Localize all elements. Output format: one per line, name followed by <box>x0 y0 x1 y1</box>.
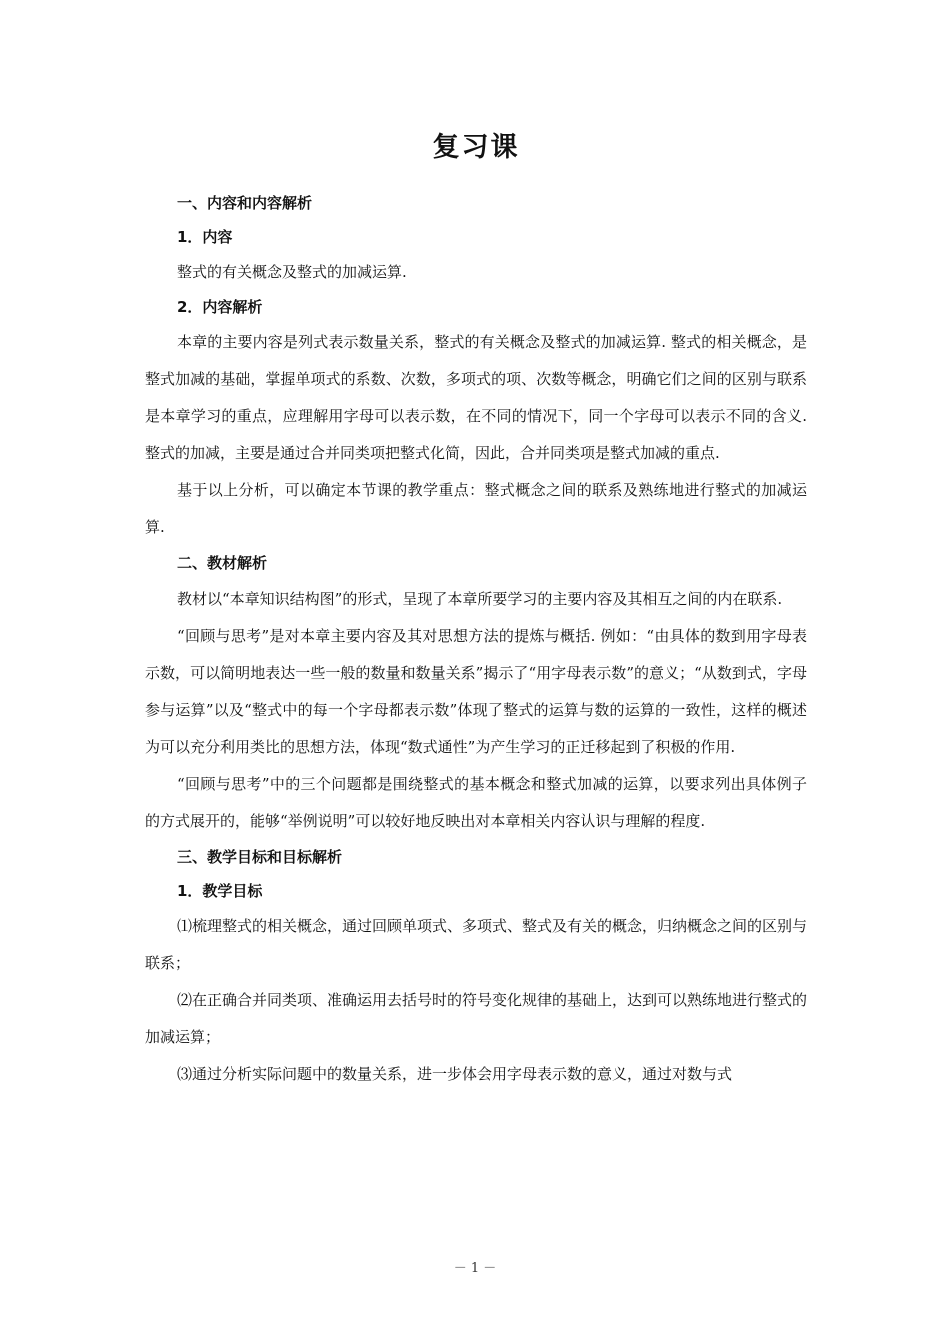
paragraph: 教材以“本章知识结构图”的形式，呈现了本章所要学习的主要内容及其相互之间的内在联系. <box>177 590 783 608</box>
paragraph: ⑵在正确合并同类项、准确运用去括号时的符号变化规律的基础上，达到可以熟练地进行整式的加减运算； <box>145 991 808 1046</box>
sections-container <box>145 186 807 1093</box>
paragraph: 本章的主要内容是列式表示数量关系，整式的有关概念及整式的加减运算. 整式的相关概念，是整式加减的基础，掌握单项式的系数、次数，多项式的项、次数等概念，明确它们之间的区别与联系是本章学习的重点，应理解用字母可以表示数，在不同的情况下，同一个字母可以表示不同的含义. 整式的加减，主要是通过合并同类项把整式化简，因此，合并同类项是整式加减的重点. <box>145 333 807 462</box>
paragraph: “回顾与思考”中的三个问题都是围绕整式的基本概念和整式加减的运算，以要求列出具体例子的方式展开的，能够“举例说明”可以较好地反映出对本章相关内容认识与理解的程度. <box>145 775 807 830</box>
section <box>145 186 807 546</box>
page-title: 复习课 <box>432 132 520 163</box>
paragraph: 整式的有关概念及整式的加减运算. <box>177 263 407 281</box>
paragraph: ⑴梳理整式的相关概念，通过回顾单项式、多项式、整式及有关的概念，归纳概念之间的区别与联系； <box>145 917 808 972</box>
subheading: 1．内容 <box>177 228 233 246</box>
paragraph: ⑶通过分析实际问题中的数量关系，进一步体会用字母表示数的意义，通过对数与式 <box>177 1065 733 1083</box>
document-body <box>145 128 807 1093</box>
section-heading: 二、教材解析 <box>177 554 268 572</box>
page-number: － 1 － <box>453 1261 497 1276</box>
subheading: 2．内容解析 <box>177 298 263 316</box>
section <box>145 840 807 1093</box>
subheading: 1．教学目标 <box>177 882 263 900</box>
section-heading: 一、内容和内容解析 <box>177 194 313 212</box>
paragraph: 基于以上分析，可以确定本节课的教学重点：整式概念之间的联系及熟练地进行整式的加减运算. <box>145 481 807 536</box>
paragraph: “回顾与思考”是对本章主要内容及其对思想方法的提炼与概括. 例如：“由具体的数到用字母表示数，可以简明地表达一些一般的数量和数量关系”揭示了“用字母表示数”的意义；“从数到式，字母参与运算”以及“整式中的每一个字母都表示数”体现了整式的运算与数的运算的一致性，这样的概述为可以充分利用类比的思想方法，体现“数式通性”为产生学习的正迁移起到了积极的作用. <box>145 627 807 756</box>
section <box>145 546 807 840</box>
section-heading: 三、教学目标和目标解析 <box>177 848 343 866</box>
